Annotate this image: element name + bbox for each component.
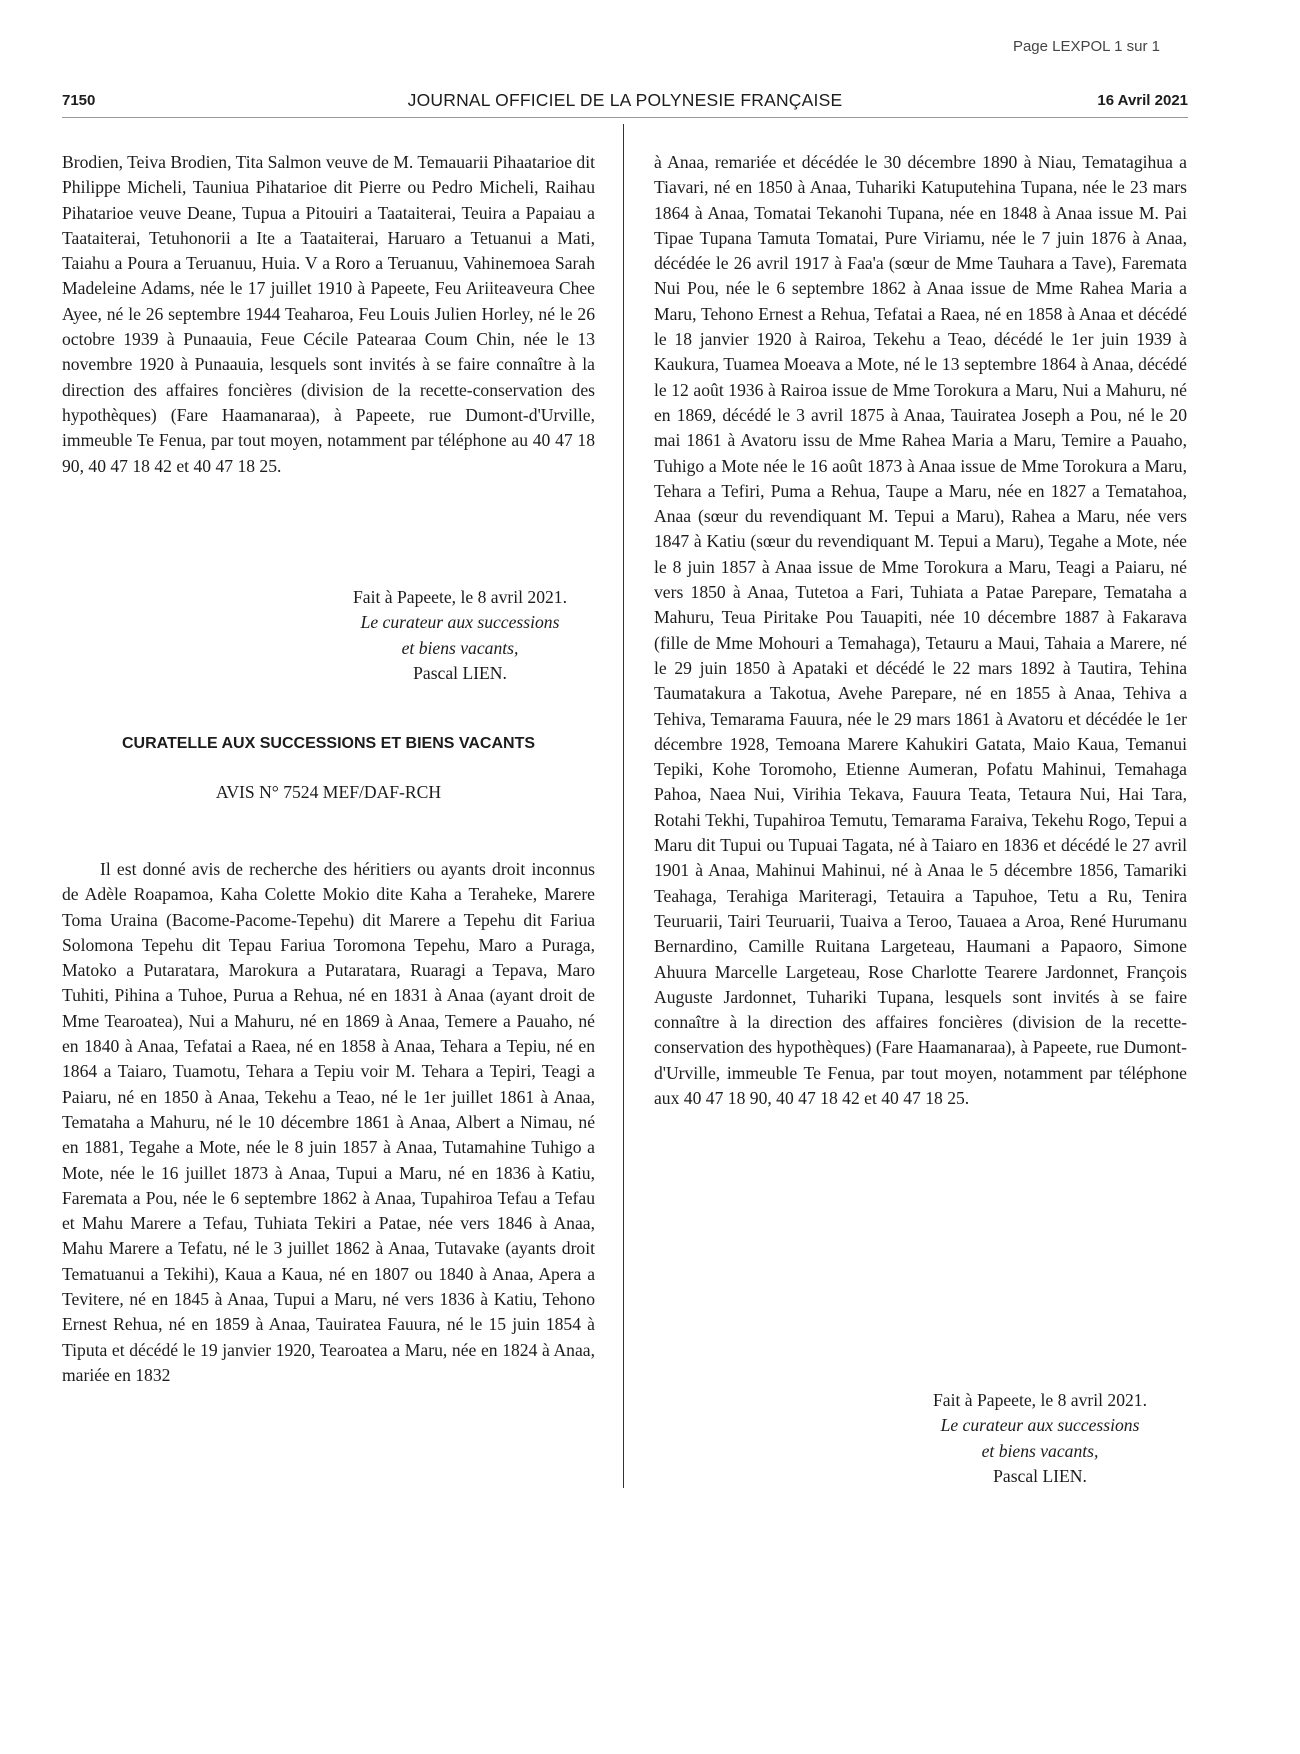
signature-title-cont: et biens vacants, (401, 637, 519, 658)
signature-name: Pascal LIEN. (993, 1465, 1087, 1486)
notice-body-left (62, 857, 595, 1388)
signature-place-date: Fait à Papeete, le 8 avril 2021. (353, 587, 567, 607)
journal-title: JOURNAL OFFICIEL DE LA POLYNESIE FRANÇAISE (407, 90, 843, 110)
page-reference: Page LEXPOL 1 sur 1 (1012, 38, 1160, 55)
signature-name: Pascal LIEN. (413, 662, 507, 683)
left-column-paragraph: Brodien, Teiva Brodien, Tita Salmon veuve de M. Temauarii Pihaatarioe dit Philippe Micheli, Tauniua Pihatarioe dit Pierre ou Pedro Micheli, Raihau Pihatarioe veuve Deane, Tupua a Pitouiri a Taataiterai, Teuira a Papaiau a Taataiterai, Tetuhonorii a Ite a Taataiterai, Haruaro a Tetuanui a Mati, Taiahu a Poura a Teruanuu, Huia. V a Roro a Teruanuu, Vahinemoea Sarah Madeleine Adams, née le 17 juillet 1910 à Papeete, Feu Ariiteaveura Chee Ayee, né le 26 septembre 1944 Teaharoa, Feu Louis Julien Horley, né le 26 octobre 1939 à Punaauia, Feue Cécile Patearaa Coum Chin, née le 13 novembre 1920 à Punaauia, lesquels sont invités à se faire connaître à la direction des affaires foncières (division de la recette-conservation des hypothèques) (Fare Haamanaraa), à Papeete, rue Dumont-d'Urville, immeuble Te Fenua, par tout moyen, notamment par téléphone au 40 47 18 90, 40 47 18 42 et 40 47 18 25. (62, 152, 595, 476)
right-column-paragraph: à Anaa, remariée et décédée le 30 décembre 1890 à Niau, Tematagihua a Tiavari, né en 1850 à Anaa, Tuhariki Katuputehina Tupana, née le 23 mars 1864 à Anaa, Tomatai Tekanohi Tupana, née en 1848 à Anaa issue M. Pai Tipae Tupana Tamuta Tomatai, Pure Viriamu, née le 7 juin 1876 à Anaa, décédée le 26 avril 1917 à Faa'a (sœur de Mme Tauhara a Tave), Faremata Nui Pou, née le 6 septembre 1862 à Anaa issue de Mme Rahea Maria a Maru, Tehono Ernest a Rehua, Tefatai a Raea, né en 1858 à Anaa et décédé le 18 janvier 1920 à Rairoa, Tekehu a Teao, décédé le 1er juin 1939 à Kaukura, Tuamea Moeava a Mote, né le 13 septembre 1864 à Anaa, décédé le 12 août 1936 à Rairoa issue de Mme Torokura a Maru, Nui a Mahuru, né en 1869, décédé le 3 avril 1875 à Anaa, Tauiratea Joseph a Pou, né le 20 mai 1861 à Avatoru issu de Mme Rahea Maria a Maru, Temire a Pauaho, Tuhigo a Mote née le 16 août 1873 à Anaa issue de Mme Torokura a Maru, Tehara a Tefiri, Puma a Rehua, Taupe a Maru, née en 1827 a Tematahoa, Anaa (sœur du revendiquant M. Tepui a Maru), Rahea a Maru, née vers 1847 à Katiu (sœur du revendiquant M. Tepui a Maru), Tegahe a Mote, née le 8 juin 1857 à Anaa issue de Mme Torokura a Maru, Teagi a Paiaru, né vers 1850 à Anaa, Tutetoa a Fari, Tuhiata a Patae Parepare, Temataha a Mahuru, Teua Piritake Pou Tauapiti, née 10 décembre 1887 à Fakarava (fille de Mme Mohouri a Temahaga), Tetauru a Maui, Tahaia a Marere, né le 29 juin 1850 à Apataki et décédé le 22 mars 1892 à Tautira, Tehina Taumatakura a Takotua, Avehe Parepare, né en 1855 à Anaa, Tehiva a Tehiva, Temarama Fauura, née le 29 mars 1861 à Avatoru et décédée le 1er décembre 1928, Temoana Marere Kahukiri Gatata, Maio Kaua, Temanui Tepiki, Kohe Toromoho, Etienne Aumeran, Pofatu Mahinui, Temahaga Pahoa, Naea Nui, Virihia Tekava, Fauura Teata, Tetaura Nui, Hai Tara, Rotahi Tekhi, Tupahiroa Temutu, Temarama Faraiva, Tekehu Rogo, Tepui a Maru dit Tupui ou Tupuai Tagata, né à Taiaro en 1836 et décédé le 27 avril 1901 à Anaa, Mahinui Mahinui, né à Anaa le 5 décembre 1856, Tamariki Teahaga, Terahiga Mariteragi, Tetauira a Tapuhoe, Tetu a Ru, Tenira Teuruarii, Tairi Teuruarii, Tuaiva a Teroo, Tauaea a Aroa, René Hurumanu Bernardino, Camille Ruitana Largeteau, Haumani a Papaoro, Simone Ahuura Marcelle Largeteau, Rose Charlotte Tearere Jardonnet, François Auguste Jardonnet, Tuhariki Tupana, lesquels sont invités à se faire connaître à la direction des affaires foncières (division de la recette-conservation des hypothèques) (Fare Haamanaraa), à Papeete, rue Dumont-d'Urville, immeuble Te Fenua, par tout moyen, notamment par téléphone aux 40 47 18 90, 40 47 18 42 et 40 47 18 25. (654, 152, 1187, 1108)
left-signature-block (330, 585, 590, 686)
page-number: 7150 (62, 92, 96, 109)
journal-header (62, 92, 1188, 116)
signature-title: Le curateur aux successions (360, 612, 560, 633)
signature-title-cont: et biens vacants, (981, 1440, 1099, 1461)
notice-paragraph: Il est donné avis de recherche des héritiers ou ayants droit inconnus de Adèle Roapamoa, Kaha Colette Mokio dite Kaha a Teraheke, Marere Toma Uraina (Bacome-Pacome-Tepehu) dit Marere a Tepehu dit Fariua Solomona Tepehu dit Tepau Fariua Toromona Tepehu, Maro a Puraga, Matoko a Putaratara, Marokura a Putaratara, Ruaragi a Tepava, Maro Tuhiti, Pihina a Tuhoe, Purua a Rehua, né en 1831 à Anaa (ayant droit de Mme Tearoatea), Nui a Mahuru, né en 1869 à Anaa, Temere a Pauaho, né en 1840 à Anaa, Tefatai a Raea, né en 1858 à Anaa, Tehara a Tepiu, né en 1864 a Taiaro, Tuamotu, Tehara a Tepiu voir M. Tehara a Tepiri, Teagi a Paiaru, né en 1850 à Anaa, Tekehu a Teao, né le 1er juillet 1861 à Anaa, Temataha a Mahuru, né le 10 décembre 1861 à Anaa, Albert a Nimau, né en 1881, Tegahe a Mote, née le 8 juin 1857 à Anaa, Tutamahine Tuhigo a Mote, née le 16 juillet 1873 à Anaa, Tupui a Maru, né en 1836 à Katiu, Faremata a Pou, née le 6 septembre 1862 à Anaa, Tupahiroa Tefau a Tefau et Mahu Marere a Tefau, Tuhiata Tekiri a Patae, née vers 1846 à Anaa, Mahu Marere a Tefatu, né le 3 juillet 1862 à Anaa, Tutavake (ayants droit Tematuanui a Tekihi), Kaua a Kaua, né en 1807 ou 1840 à Anaa, Apera a Tevitere, né en 1845 à Anaa, Tupui a Maru, né vers 1836 à Katiu, Tehono Ernest Rehua, né en 1859 à Anaa, Tauiratea Fauura, né le 15 juin 1854 à Tiputa et décédé le 19 janvier 1920, Tearoatea a Maru, née en 1824 à Anaa, mariée en 1832 (62, 859, 595, 1385)
header-divider (62, 117, 1188, 118)
signature-title: Le curateur aux successions (940, 1415, 1140, 1436)
right-column-text (654, 150, 1187, 1111)
signature-place-date: Fait à Papeete, le 8 avril 2021. (933, 1390, 1147, 1410)
right-signature-block (910, 1388, 1170, 1489)
avis-number: AVIS N° 7524 MEF/DAF-RCH (215, 782, 442, 802)
left-column-text (62, 150, 595, 479)
section-heading: CURATELLE AUX SUCCESSIONS ET BIENS VACANTS (121, 735, 536, 752)
column-divider (623, 124, 624, 1488)
issue-date: 16 Avril 2021 (1097, 92, 1188, 109)
